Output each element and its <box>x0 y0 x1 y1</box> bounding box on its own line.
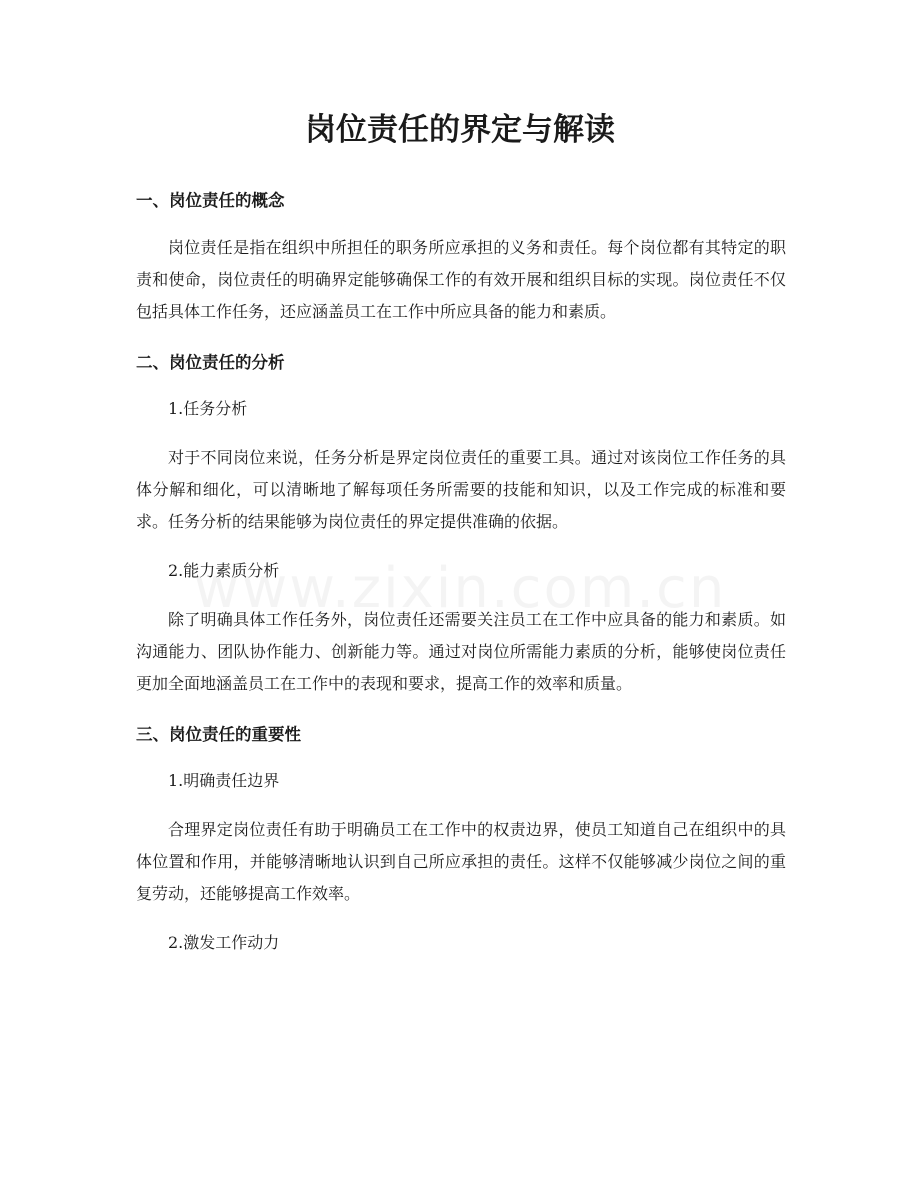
section-paragraph-concept: 岗位责任是指在组织中所担任的职务所应承担的义务和责任。每个岗位都有其特定的职责和使命，岗位责任的明确界定能够确保工作的有效开展和组织目标的实现。岗位责任不仅包括具体工作任务，还应涵盖员工在工作中所应具备的能力和素质。 <box>136 238 786 321</box>
subsection-paragraph-task-analysis: 对于不同岗位来说，任务分析是界定岗位责任的重要工具。通过对该岗位工作任务的具体分解和细化，可以清晰地了解每项任务所需要的技能和知识，以及工作完成的标准和要求。任务分析的结果能够为岗位责任的界定提供准确的依据。 <box>136 448 786 531</box>
subsection-paragraph-responsibility-boundary: 合理界定岗位责任有助于明确员工在工作中的权责边界，使员工知道自己在组织中的具体位置和作用，并能够清晰地认识到自己所应承担的责任。这样不仅能够减少岗位之间的重复劳动，还能够提高工作效率。 <box>136 820 786 903</box>
document-body <box>136 186 786 958</box>
subsection-label-responsibility-boundary: 1.明确责任边界 <box>168 771 280 790</box>
subsection-label-task-analysis: 1.任务分析 <box>168 399 248 418</box>
subsection-label-motivation: 2.激发工作动力 <box>168 933 280 952</box>
section-heading-importance: 三、岗位责任的重要性 <box>136 725 301 744</box>
subsection-label-ability-analysis: 2.能力素质分析 <box>168 561 280 580</box>
section-heading-concept: 一、岗位责任的概念 <box>136 191 285 210</box>
page-title: 岗位责任的界定与解读 <box>305 112 615 148</box>
section-heading-analysis: 二、岗位责任的分析 <box>136 353 285 372</box>
subsection-paragraph-ability-analysis: 除了明确具体工作任务外，岗位责任还需要关注员工在工作中应具备的能力和素质。如沟通能力、团队协作能力、创新能力等。通过对岗位所需能力素质的分析，能够使岗位责任更加全面地涵盖员工在工作中的表现和要求，提高工作的效率和质量。 <box>136 610 786 693</box>
